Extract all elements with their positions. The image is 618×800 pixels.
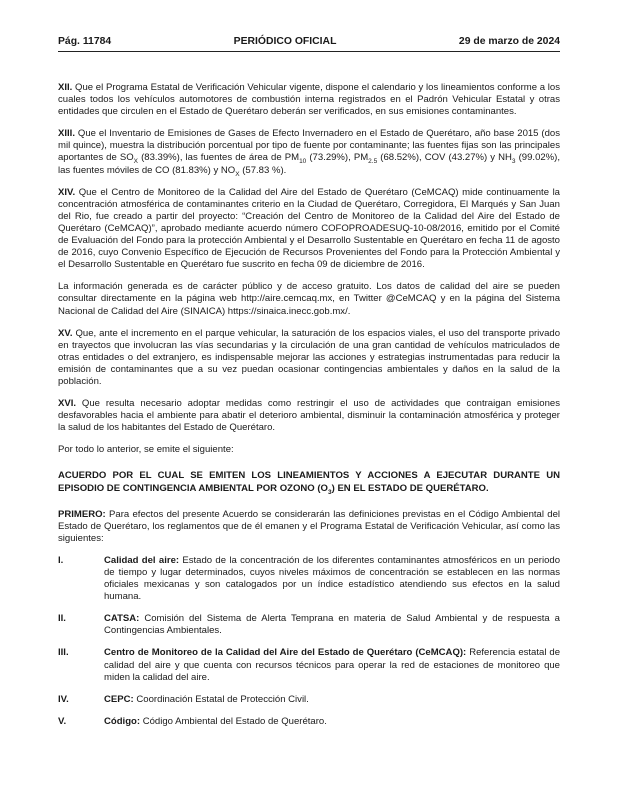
definition-item: [58, 613, 560, 637]
publication-title: PERIÓDICO OFICIAL: [233, 36, 337, 47]
definition-number: V.: [58, 715, 67, 727]
document-body: [58, 82, 560, 728]
page-header: [58, 36, 560, 47]
subscript: 3: [511, 158, 516, 166]
paragraph-text: (83.39%), las fuentes de área de PM: [138, 152, 300, 164]
header-rule: [58, 51, 560, 52]
definition-number: III.: [58, 647, 69, 659]
publication-date: 29 de marzo de 2024: [458, 36, 560, 47]
paragraph-label: XV.: [58, 327, 73, 339]
subscript: 3: [327, 488, 332, 496]
paragraph-intro: Por todo lo anterior, se emite el siguiente:: [58, 444, 234, 456]
definition-text: [104, 716, 560, 728]
definition-number: II.: [58, 613, 66, 625]
title-text: ACUERDO POR EL CUAL SE EMITEN LOS LINEAMIENTOS Y ACCIONES A EJECUTAR DURANTE UN EPISODIO DE CONTINGENCIA AMBIENTAL POR OZONO (O: [58, 470, 560, 494]
definition-text: [104, 694, 560, 706]
definition-text: [104, 647, 560, 683]
definition-body: Código Ambiental del Estado de Querétaro.: [142, 715, 327, 727]
paragraph-xiv: [58, 187, 560, 272]
definition-text: [104, 613, 560, 637]
paragraph-text: Que el Programa Estatal de Verificación Vehicular vigente, dispone el calendario y los lineamientos conforme a los cuales todos los vehículos automotores de combustión interna registrados en el Padrón Vehicular Estatal y otras entidades que circulen en el Estado de Querétaro deberán ser verificados, en sus emisiones contaminantes.: [58, 82, 560, 118]
paragraph-label: PRIMERO:: [58, 508, 106, 520]
paragraph-label: XIV.: [58, 186, 76, 198]
definition-body: Estado de la concentración de los diferentes contaminantes atmosféricos en un periodo de tiempo y lugar determinados, cuyos niveles máximos de concentración se establecen en las normas oficiales mexicanas y son catalogados por un índice estadístico atendiendo sus efectos en la salud humana.: [104, 554, 561, 603]
paragraph-text: (99.02%), las fuentes móviles de CO (81.83%) y NO: [58, 152, 561, 176]
paragraph-label: XII.: [58, 82, 73, 93]
paragraph-xii: [58, 82, 560, 118]
paragraph-xv: [58, 328, 560, 388]
definition-term: Centro de Monitoreo de la Calidad del Aire del Estado de Querétaro (CeMCAQ):: [104, 647, 467, 659]
definition-term: Calidad del aire:: [104, 554, 180, 566]
definition-term: CEPC:: [104, 693, 134, 705]
definition-item: [58, 555, 560, 603]
definition-text: [104, 555, 560, 603]
definition-term: CATSA:: [104, 613, 140, 625]
paragraph-text: Que, ante el incremento en el parque vehicular, la saturación de los espacios viales, el uso del transporte privado en trayectos que involucran las vías secundarias y la circulación de una gran cantidad de vehículos matriculados de otras entidades o del extranjero, es indispensable mejorar las acciones y estrategias instrumentadas para reducir la emisión de contaminantes que a su vez puedan ocasionar contingencias ambientales y daños en la salud de la población.: [58, 327, 561, 387]
definition-number: IV.: [58, 693, 69, 705]
subscript: X: [235, 170, 240, 178]
subscript: 10: [299, 158, 307, 166]
paragraph-xvi: [58, 398, 560, 434]
page-number: Pág. 11784: [58, 36, 112, 47]
paragraph-text: Que el Centro de Monitoreo de la Calidad del Aire del Estado de Querétaro (CeMCAQ) mide continuamente la concentración atmosférica de contaminantes criterio en la Ciudad de Querétaro, Corregidora, El Marqués y San Juan del Rio, fue creado a partir del proyecto: “Creación del Centro de Monitoreo de la Calidad del Aire del Estado de Querétaro (CeMCAQ)”, aprobado mediante acuerdo número COFOPROADESUQ-10-08/2016, emitido por el Comité de Evaluación del Fondo para la protección Ambiental y el Desarrollo Sustentable en Querétaro en fecha 11 de agosto de 2016, cuyo Convenio Específico de Ejecución de Recursos Provenientes del Fondo para la Protección Ambiental y el Desarrollo Sustentable en Querétaro fue suscrito en fecha 09 de diciembre de 2016.: [58, 186, 560, 271]
paragraph-xiii: [58, 128, 560, 176]
definition-item: [58, 647, 560, 683]
definition-item: [58, 694, 560, 706]
paragraph-label: XVI.: [58, 398, 77, 410]
subscript: 2.5: [368, 158, 378, 166]
paragraph-label: XIII.: [58, 128, 75, 140]
paragraph-text: (73.29%), PM: [306, 152, 369, 164]
title-text: ) EN EL ESTADO DE QUERÉTARO.: [331, 482, 489, 494]
paragraph-primero: [58, 509, 560, 545]
paragraph-text: Para efectos del presente Acuerdo se considerarán las definiciones previstas en el Código Ambiental del Estado de Querétaro, los reglamentos que de él emanen y el Programa Estatal de Verificación Vehicular, así como las siguientes:: [58, 508, 561, 544]
definition-body: Referencia estatal de calidad del aire y que cuenta con recursos técnicos para operar la red de estaciones de monitoreo que miden la calidad del aire.: [104, 647, 561, 683]
paragraph-text: Que el Inventario de Emisiones de Gases de Efecto Invernadero en el Estado de Querétaro, año base 2015 (dos mil quince), muestra la distribución porcentual por tipo de fuente por contaminante; las fuentes fijas son las principales aportantes de SO: [58, 128, 560, 164]
paragraph-info: La información generada es de carácter público y de acceso gratuito. Los datos de calidad del aire se pueden consultar directamente en la página web http://aire.cemcaq.mx, en Twitter @CeMCAQ y en la página del Sistema Nacional de Calidad del Aire (SINAICA) https://sinaica.inecc.gob.mx/.: [58, 281, 560, 317]
agreement-title: [58, 470, 560, 494]
paragraph-text: (57.83 %).: [239, 164, 287, 176]
definition-body: Comisión del Sistema de Alerta Temprana en materia de Salud Ambiental y de respuesta a Contingencias Ambientales.: [104, 613, 560, 637]
paragraph-text: (68.52%), COV (43.27%) y NH: [377, 152, 512, 164]
definition-number: I.: [58, 554, 64, 566]
definition-item: [58, 716, 560, 728]
subscript: X: [133, 158, 139, 166]
definition-term: Código:: [104, 715, 141, 727]
definition-body: Coordinación Estatal de Protección Civil.: [136, 693, 309, 705]
paragraph-text: Que resulta necesario adoptar medidas como restringir el uso de actividades que contraigan emisiones desfavorables hacia el ambiente para abatir el deterioro ambiental, disminuir la contaminación atmosférica y proteger la salud de los habitantes del Estado de Querétaro.: [58, 398, 560, 434]
